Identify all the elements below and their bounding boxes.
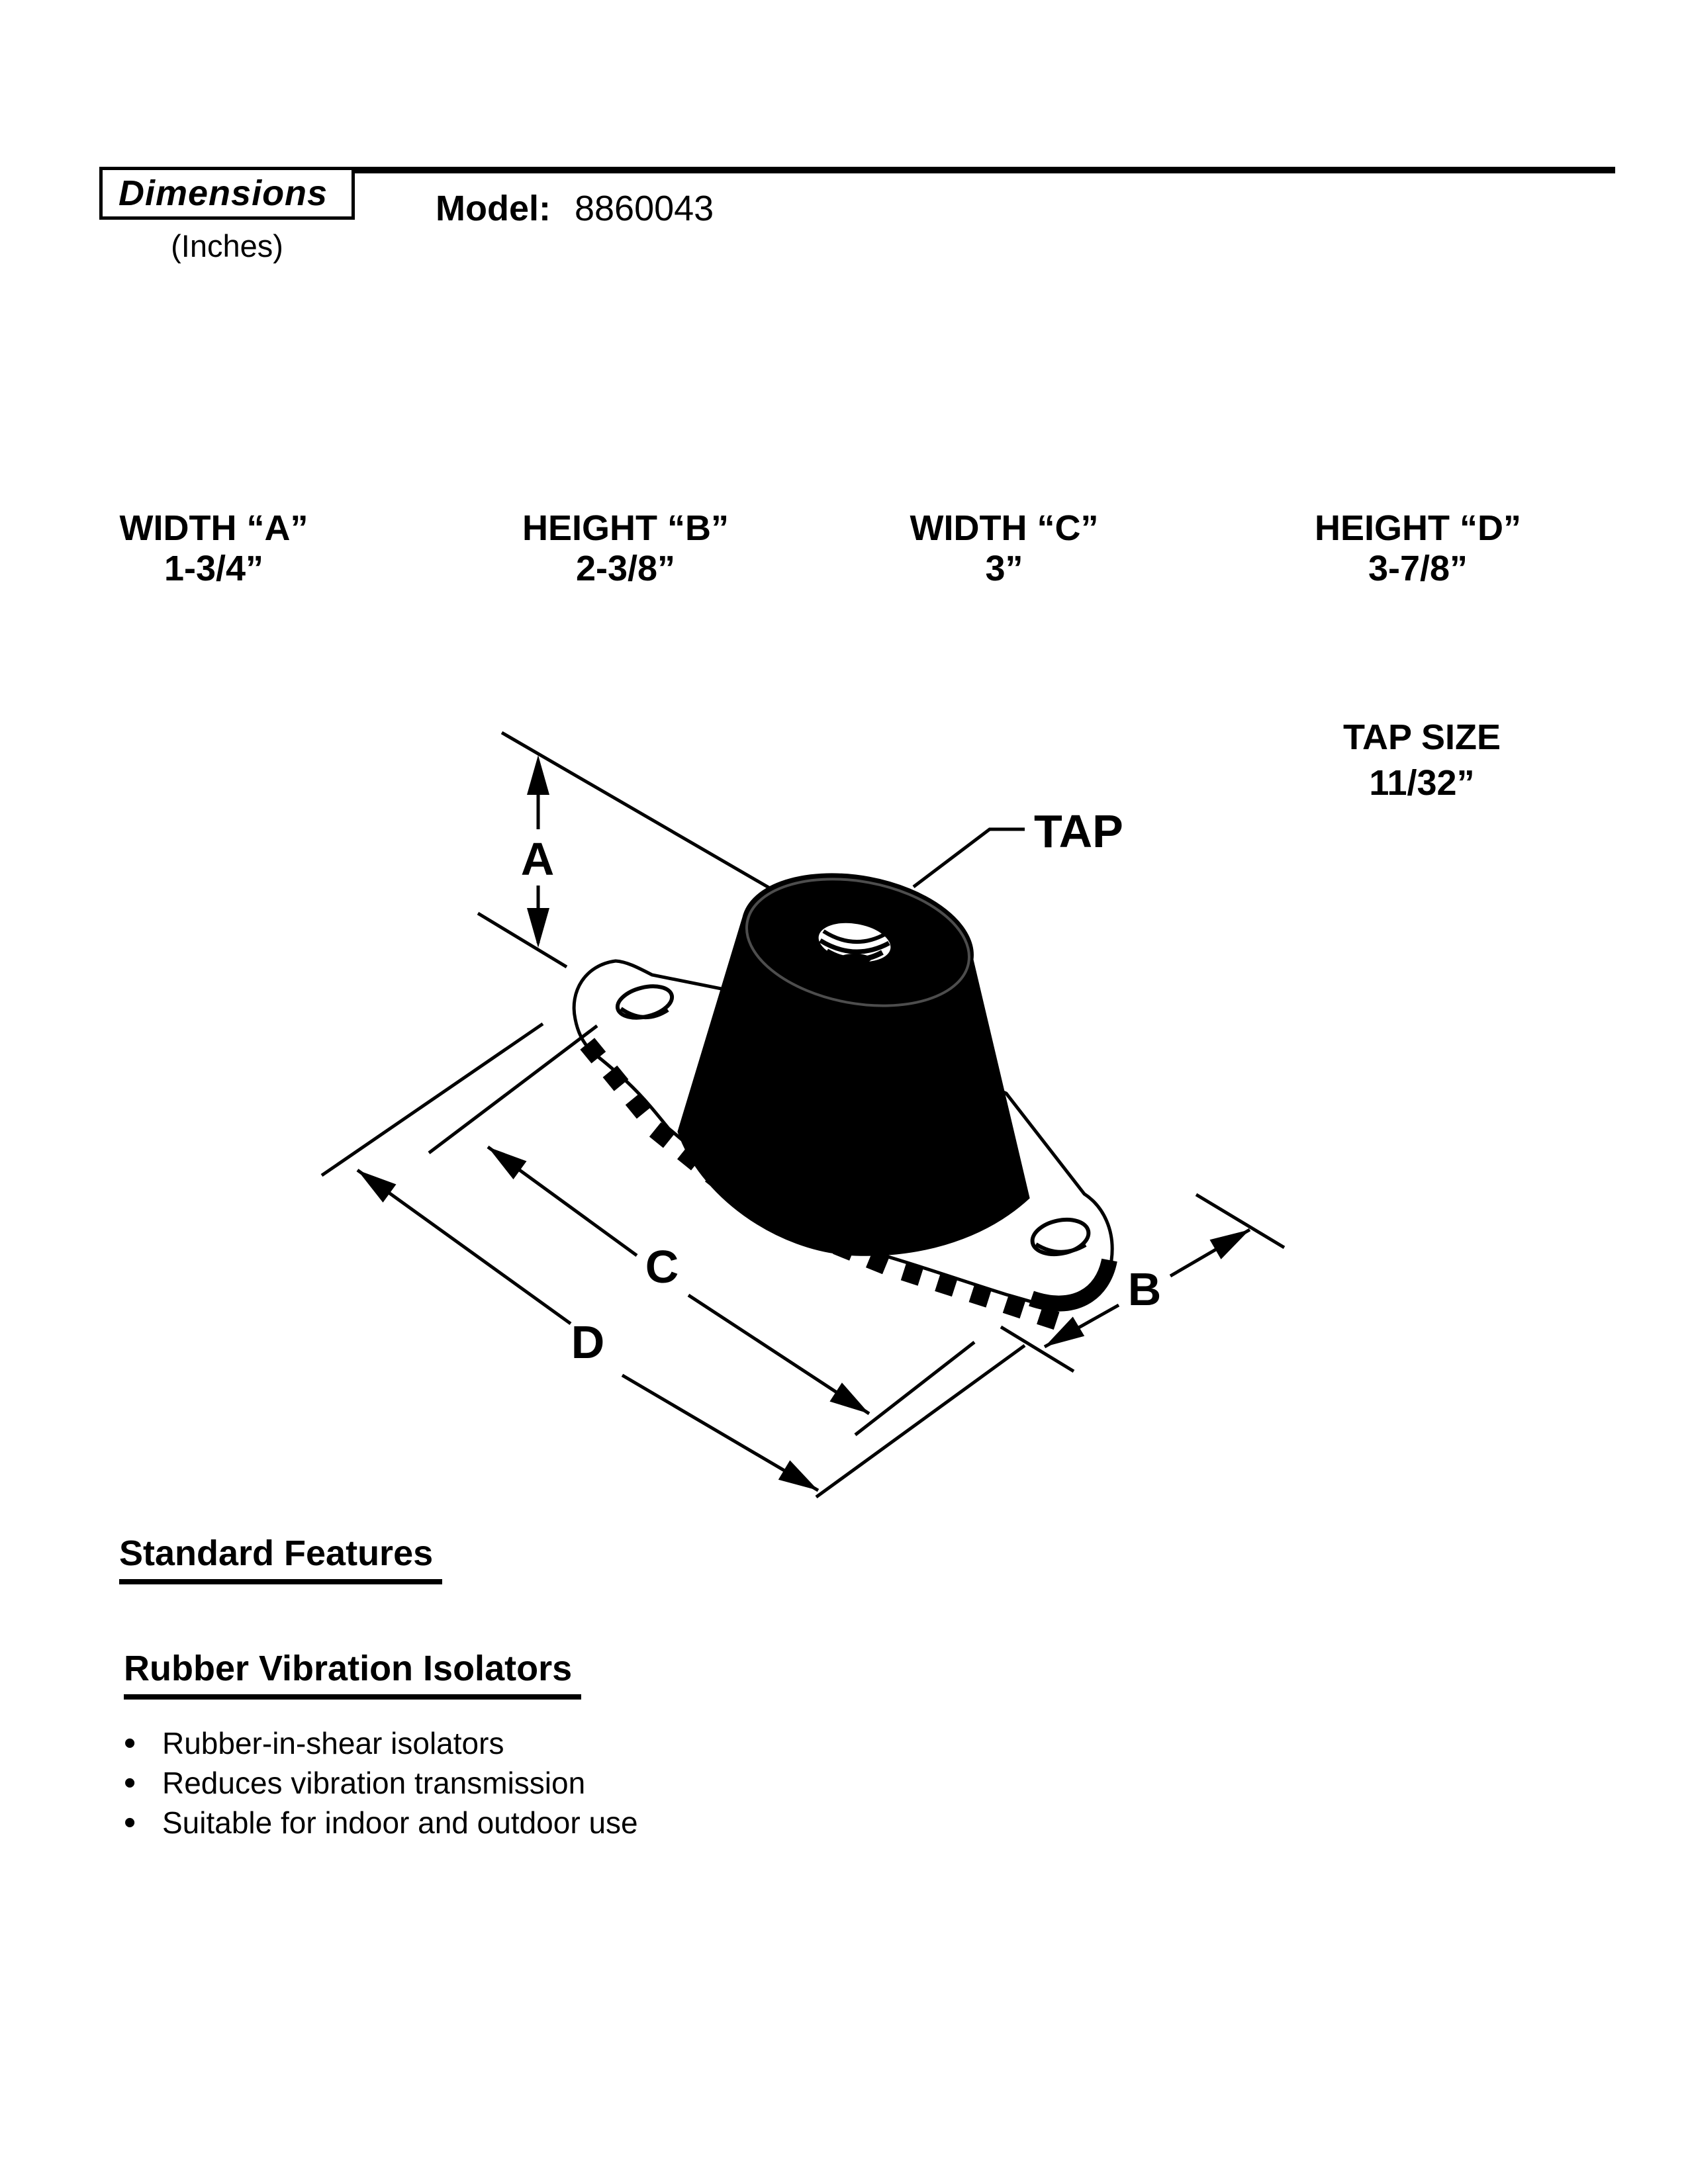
dim-label-B: B xyxy=(1127,1263,1162,1315)
dimension-arrowhead xyxy=(778,1461,818,1491)
ext-line-d-upper xyxy=(322,1024,543,1175)
dimensions-title: Dimensions xyxy=(118,173,328,213)
feature-bullet-2: • Reduces vibration transmission xyxy=(124,1763,638,1803)
ext-line-b-upper xyxy=(1196,1195,1284,1248)
ext-line-d-lower xyxy=(816,1345,1025,1497)
dim-label-A: A xyxy=(520,833,555,885)
dimension-arrowhead xyxy=(527,755,549,795)
dimension-arrowhead xyxy=(1210,1230,1250,1259)
standard-features-title: Standard Features xyxy=(119,1533,442,1584)
tap-size-label: TAP SIZE xyxy=(1342,717,1501,757)
dim-label-D: D xyxy=(571,1316,605,1368)
tap-leader-line xyxy=(914,829,1025,887)
model-label: Model: xyxy=(436,189,551,228)
units-label: (Inches) xyxy=(171,228,283,263)
dim-value-d: 3-7/8” xyxy=(1368,549,1468,588)
dim-value-a: 1-3/4” xyxy=(164,549,264,588)
dim-value-b: 2-3/8” xyxy=(575,549,676,588)
dim-label-c: WIDTH “C” xyxy=(910,508,1099,548)
feature-bullet-1: • Rubber-in-shear isolators xyxy=(124,1723,638,1763)
ext-line-a-lower xyxy=(478,913,567,967)
feature-bullet-3: • Suitable for indoor and outdoor use xyxy=(124,1803,638,1843)
dimension-arrowhead xyxy=(527,908,549,948)
dim-label-TAP: TAP xyxy=(1034,805,1123,857)
dim-label-a: WIDTH “A” xyxy=(119,508,308,548)
model-value: 8860043 xyxy=(574,189,714,228)
dimension-arrowhead xyxy=(488,1147,527,1179)
ext-line-c-lower xyxy=(855,1342,974,1435)
dim-label-b: HEIGHT “B” xyxy=(522,508,729,548)
tap-size-value: 11/32” xyxy=(1369,763,1475,803)
dim-value-c: 3” xyxy=(985,549,1023,588)
dimension-arrowhead xyxy=(829,1383,869,1414)
dim-label-d: HEIGHT “D” xyxy=(1314,508,1521,548)
dim-label-C: C xyxy=(645,1241,679,1293)
features-bullet-list xyxy=(124,1723,638,1843)
rubber-vibration-isolators-title: Rubber Vibration Isolators xyxy=(124,1648,581,1700)
dimension-arrowhead xyxy=(357,1170,397,1203)
